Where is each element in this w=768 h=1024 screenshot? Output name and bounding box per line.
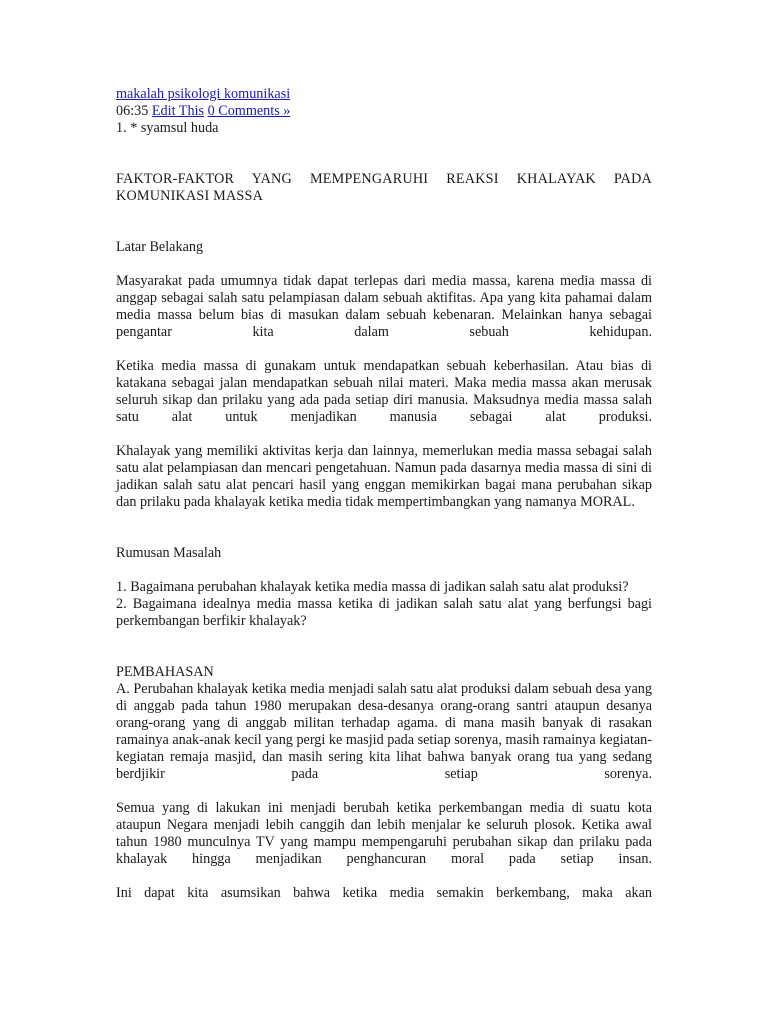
paragraph: Masyarakat pada umumnya tidak dapat terlepas dari media massa, karena media massa di anggap sebagai salah satu pelampiasan dalam sebuah aktifitas. Apa yang kita pahamai dalam media massa belum bias di masukan dalam sebuah kebenaran. Melainkan hanya sebagai pengantar kita dalam sebuah kehidupan. xyxy=(116,273,652,340)
problem-list xyxy=(116,579,652,630)
author-line: 1. * syamsul huda xyxy=(116,120,219,136)
edit-this-link[interactable]: Edit This xyxy=(151,103,205,119)
article-title: FAKTOR-FAKTOR YANG MEMPENGARUHI REAKSI KHALAYAK PADA KOMUNIKASI MASSA xyxy=(116,171,652,204)
document-page xyxy=(116,86,652,902)
post-title-link[interactable]: makalah psikologi komunikasi xyxy=(116,86,291,102)
section-heading-discussion: PEMBAHASAN xyxy=(116,664,214,680)
paragraph: A. Perubahan khalayak ketika media menjadi salah satu alat produksi dalam sebuah desa yang di anggab pada tahun 1980 merupakan desa-desanya orang-orang santri ataupun desanya orang-orang yang di anggab militan terhadap agama. di mana masih banyak di rasakan ramainya anak-anak kecil yang pergi ke masjid pada setiap sorenya, masih ramainya kegiatan-kegiatan remaja masjid, dan masih sering kita lihat bahwa banyak orang tua yang sedang berdjikir pada setiap sorenya. xyxy=(116,681,652,782)
section-heading-problem: Rumusan Masalah xyxy=(116,545,222,561)
paragraph: Ketika media massa di gunakam untuk mendapatkan sebuah keberhasilan. Atau bias di katakana sebagai jalan mendapatkan sebuah nilai materi. Maka media massa akan merusak seluruh sikap dan prilaku yang ada pada setiap diri manusia. Maksudnya media massa salah satu alat untuk menjadikan manusia sebagai alat produksi. xyxy=(116,358,652,425)
post-time: 06:35 xyxy=(116,103,149,119)
post-meta-line xyxy=(116,103,652,120)
section-heading-background: Latar Belakang xyxy=(116,239,204,255)
paragraph: Khalayak yang memiliki aktivitas kerja dan lainnya, memerlukan media massa sebagai salah satu alat pelampiasan dan mencari pengetahuan. Namun pada dasarnya media massa di sini di jadikan salah satu alat pencari hasil yang enggan memikirkan bagai mana perubahan sikap dan prilaku pada khalayak ketika media tidak mempertimbangkan yang namanya MORAL. xyxy=(116,443,652,510)
paragraph: Semua yang di lakukan ini menjadi berubah ketika perkembangan media di suatu kota ataupun Negara menjadi lebih canggih dan lebih menjalar ke seluruh plosok. Ketika awal tahun 1980 munculnya TV yang mampu mempengaruhi perubahan sikap dan prilaku pada khalayak hingga menjadikan penghancuran moral pada setiap insan. xyxy=(116,800,652,867)
list-item: 2. Bagaimana idealnya media massa ketika di jadikan salah satu alat yang berfungsi bagi perkembangan berfikir khalayak? xyxy=(116,596,652,629)
list-item: 1. Bagaimana perubahan khalayak ketika media massa di jadikan salah satu alat produksi? xyxy=(116,579,629,595)
paragraph: Ini dapat kita asumsikan bahwa ketika media semakin berkembang, maka akan xyxy=(116,885,652,901)
comments-link[interactable]: 0 Comments » xyxy=(207,103,291,119)
